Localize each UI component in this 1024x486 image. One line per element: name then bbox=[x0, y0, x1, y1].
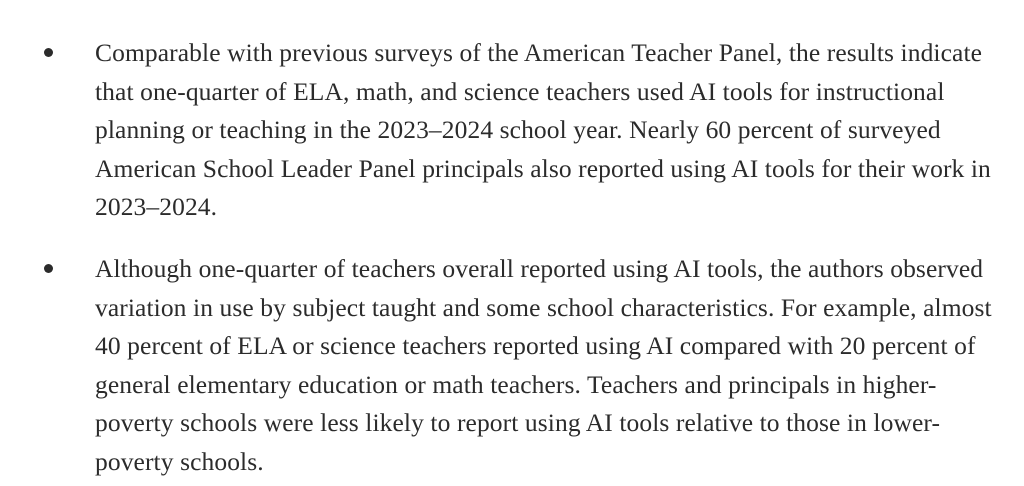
bullet-item-usage-variation bbox=[0, 250, 1024, 482]
bullet-dot-icon bbox=[44, 264, 53, 273]
bullet-text: Although one-quarter of teachers overall reported using AI tools, the authors observed variation in use by subject taught and some school characteristics. For example, almost 40 percent of ELA or science teachers reported using AI compared with 20 percent of general elementary education or math teachers. Teachers and principals in higher-poverty schools were less likely to report using AI tools relative to those in lower-poverty schools. bbox=[95, 253, 992, 476]
bullet-item-teacher-usage bbox=[0, 34, 1024, 227]
bullet-text: Comparable with previous surveys of the American Teacher Panel, the results indicate that one-quarter of ELA, math, and science teachers used AI tools for instructional planning or teaching in the 2023–2024 school year. Nearly 60 percent of surveyed American School Leader Panel principals also reported using AI tools for their work in 2023–2024. bbox=[95, 38, 991, 222]
findings-bullet-list bbox=[0, 34, 1024, 482]
bullet-dot-icon bbox=[44, 48, 53, 57]
